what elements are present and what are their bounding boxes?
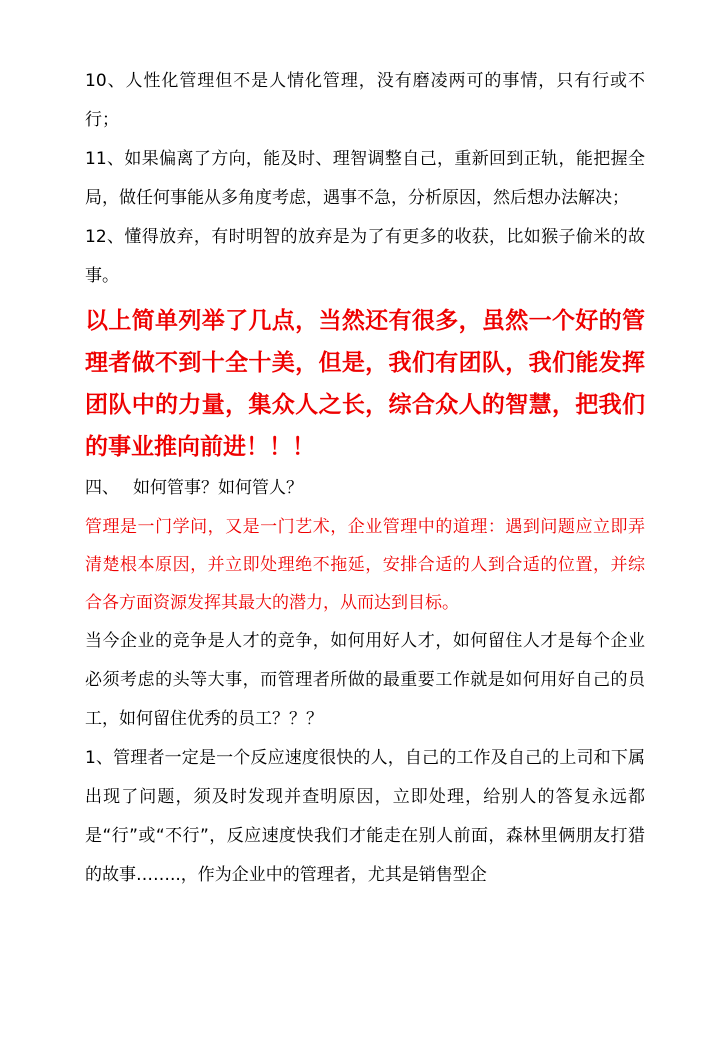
- section-heading: [85, 468, 645, 508]
- document-page: [85, 62, 645, 895]
- summary-emphasis-paragraph: 以上简单列举了几点，当然还有很多，虽然一个好的管理者做不到十全十美，但是，我们有团队，我们能发挥团队中的力量，集众人之长，综合众人的智慧，把我们的事业推向前进！！！: [85, 308, 645, 460]
- talent-competition-paragraph: 当今企业的竞争是人才的竞争，如何用好人才，如何留住人才是每个企业必须考虑的头等大事，而管理者所做的最重要工作就是如何用好自己的员工，如何留住优秀的员工？？？: [85, 631, 645, 729]
- paragraph-item-10: 10、人性化管理但不是人情化管理，没有磨凌两可的事情，只有行或不行；: [85, 71, 645, 130]
- section-title: 如何管事？如何管人？: [133, 478, 303, 498]
- paragraph-item-11: 11、如果偏离了方向，能及时、理智调整自己，重新回到正轨，能把握全局，做任何事能从多角度考虑，遇事不急，分析原因，然后想办法解决；: [85, 149, 645, 208]
- paragraph-item-1: 1、管理者一定是一个反应速度很快的人，自己的工作及自己的上司和下属出现了问题，须及时发现并查明原因，立即处理，给别人的答复永远都是“行”或“不行”，反应速度快我们才能走在别人前面，森林里俩朋友打猎的故事……..，作为企业中的管理者，尤其是销售型企: [85, 748, 645, 885]
- paragraph-item-12: 12、懂得放弃，有时明智的放弃是为了有更多的收获，比如猴子偷米的故事。: [85, 227, 645, 286]
- management-intro-paragraph: 管理是一门学问，又是一门艺术，企业管理中的道理：遇到问题应立即弄清楚根本原因，并立即处理绝不拖延，安排合适的人到合适的位置，并综合各方面资源发挥其最大的潜力，从而达到目标。: [85, 517, 645, 613]
- section-number: 四、: [85, 478, 119, 498]
